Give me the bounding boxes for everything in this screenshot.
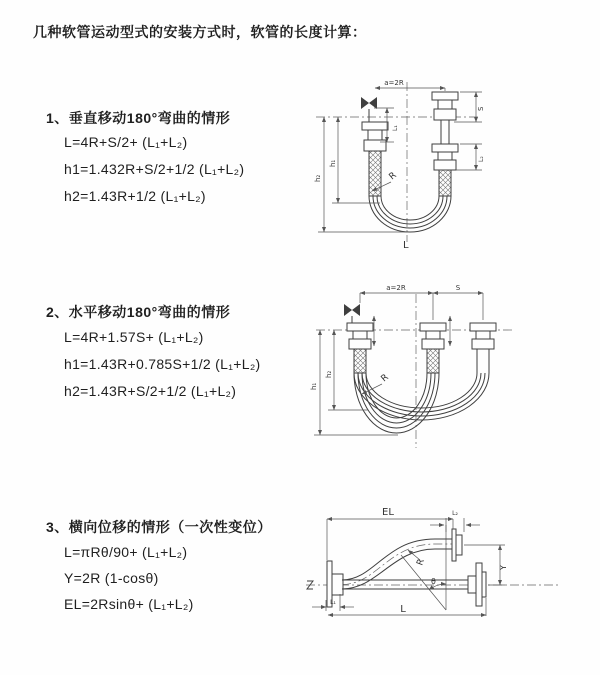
upper-flange bbox=[452, 529, 462, 561]
right-flange bbox=[468, 563, 486, 606]
dim-label-h2: h₂ bbox=[314, 174, 322, 182]
section3-heading: 3、横向位移的情形（一次性变位） bbox=[46, 519, 272, 535]
diagram-horizontal-180-bend bbox=[308, 278, 600, 473]
radius-label: R bbox=[415, 557, 427, 568]
dimension-lines bbox=[318, 88, 482, 232]
valve-symbol bbox=[344, 304, 360, 323]
dim-label-h1: h₁ bbox=[310, 382, 318, 390]
centerlines bbox=[306, 525, 558, 610]
dimension-labels bbox=[314, 79, 485, 251]
centerlines bbox=[316, 294, 513, 448]
hose-u-bend bbox=[369, 196, 451, 232]
section1-heading: 1、垂直移动180°弯曲的情形 bbox=[46, 110, 231, 126]
section3-formula-el: EL=2Rsinθ+ (L₁+L₂) bbox=[64, 596, 194, 612]
dim-label-s: S bbox=[477, 106, 485, 111]
dim-label-l1: L₁ bbox=[392, 125, 399, 131]
section1-formula-h1: h1=1.432R+S/2+1/2 (L₁+L₂) bbox=[64, 161, 245, 177]
section2-formula-h2: h2=1.43R+S/2+1/2 (L₁+L₂) bbox=[64, 383, 237, 399]
valve-symbol bbox=[361, 97, 377, 122]
dim-label-l: L bbox=[400, 604, 406, 615]
radius-label: R bbox=[379, 372, 391, 385]
dim-label-a2r: a=2R bbox=[384, 79, 404, 87]
hose-u-bend-position1 bbox=[354, 373, 439, 433]
dim-label-l2: L₂ bbox=[478, 156, 485, 162]
section3-formula-l: L=πRθ/90+ (L₁+L₂) bbox=[64, 544, 188, 560]
section1-formula-l: L=4R+S/2+ (L₁+L₂) bbox=[64, 134, 188, 150]
length-label: L bbox=[403, 240, 409, 251]
section2-formula-l: L=4R+1.57S+ (L₁+L₂) bbox=[64, 329, 204, 345]
dim-label-l1: L₁ bbox=[330, 599, 336, 606]
angle-label: θ bbox=[431, 577, 436, 586]
dim-label-s: S bbox=[455, 284, 461, 292]
diagram-lateral-displacement bbox=[300, 498, 600, 638]
diagram-vertical-180-bend bbox=[308, 70, 600, 255]
dim-label-y: Y bbox=[499, 565, 508, 570]
dim-label-h2: h₂ bbox=[325, 370, 333, 378]
dim-label-a2r: a=2R bbox=[386, 284, 406, 292]
radius-label: R bbox=[387, 170, 399, 183]
dim-label-el: EL bbox=[382, 507, 394, 518]
section3-formula-y: Y=2R (1-cosθ) bbox=[64, 570, 159, 586]
page-title: 几种软管运动型式的安装方式时，软管的长度计算： bbox=[33, 24, 367, 40]
left-flanged-fitting bbox=[347, 323, 373, 373]
section2-heading: 2、水平移动180°弯曲的情形 bbox=[46, 304, 231, 320]
section1-formula-h2: h2=1.43R+1/2 (L₁+L₂) bbox=[64, 188, 206, 204]
right-flanged-fitting bbox=[470, 323, 496, 373]
dim-label-h1: h₁ bbox=[329, 159, 337, 167]
section2-formula-h1: h1=1.43R+0.785S+1/2 (L₁+L₂) bbox=[64, 356, 261, 372]
hose-u-bend-position2 bbox=[354, 373, 489, 420]
dim-label-l2: L₂ bbox=[452, 510, 458, 517]
right-flanged-fitting bbox=[432, 92, 458, 196]
middle-flanged-fitting bbox=[420, 323, 446, 373]
